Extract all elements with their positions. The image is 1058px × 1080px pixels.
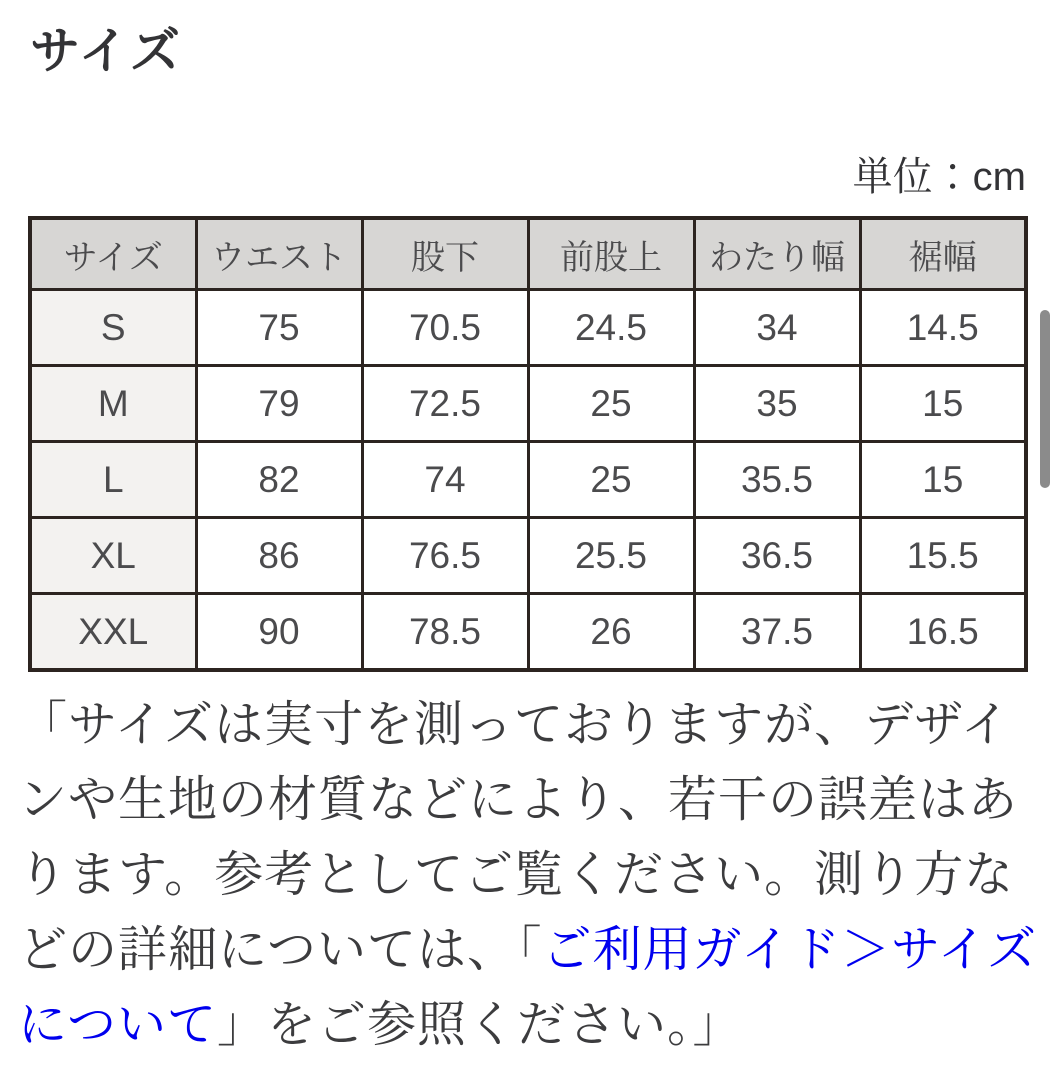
- column-header-size: サイズ: [30, 218, 196, 290]
- cell-value: 70.5: [362, 290, 528, 366]
- table-row-xxl: [30, 594, 1026, 671]
- cell-value: 37.5: [694, 594, 860, 671]
- column-header-front-rise: 前股上: [528, 218, 694, 290]
- table-row-l: [30, 442, 1026, 518]
- cell-value: 34: [694, 290, 860, 366]
- cell-value: 35.5: [694, 442, 860, 518]
- size-note: [0, 688, 1058, 1063]
- cell-value: 15: [860, 442, 1026, 518]
- cell-value: 82: [196, 442, 362, 518]
- cell-value: 15.5: [860, 518, 1026, 594]
- cell-value: 25: [528, 442, 694, 518]
- cell-value: 15: [860, 366, 1026, 442]
- column-header-waist: ウエスト: [196, 218, 362, 290]
- cell-value: 72.5: [362, 366, 528, 442]
- cell-value: 26: [528, 594, 694, 671]
- size-table-header-row: [30, 218, 1026, 290]
- cell-value: 90: [196, 594, 362, 671]
- cell-value: 25.5: [528, 518, 694, 594]
- cell-value: 24.5: [528, 290, 694, 366]
- size-table: [28, 216, 1028, 672]
- size-label: L: [30, 442, 196, 518]
- size-note-text-before: 「サイズは実寸を測っておりますが、デザインや生地の材質などにより、若干の誤差はあります。参考としてご覧ください。測り方などの詳細については、「: [18, 698, 1019, 977]
- size-label: S: [30, 290, 196, 366]
- size-label: XL: [30, 518, 196, 594]
- table-row-xl: [30, 518, 1026, 594]
- unit-label: 単位：cm: [852, 155, 1026, 199]
- cell-value: 86: [196, 518, 362, 594]
- cell-value: 35: [694, 366, 860, 442]
- cell-value: 25: [528, 366, 694, 442]
- table-row-s: [30, 290, 1026, 366]
- cell-value: 78.5: [362, 594, 528, 671]
- page-title: サイズ: [30, 23, 182, 79]
- scrollbar-thumb[interactable]: [1040, 310, 1050, 488]
- usage-guide-link[interactable]: ご利用ガイド＞サイズについて: [18, 923, 1038, 1052]
- cell-value: 74: [362, 442, 528, 518]
- column-header-inseam: 股下: [362, 218, 528, 290]
- column-header-hem-width: 裾幅: [860, 218, 1026, 290]
- cell-value: 76.5: [362, 518, 528, 594]
- cell-value: 14.5: [860, 290, 1026, 366]
- cell-value: 75: [196, 290, 362, 366]
- table-row-m: [30, 366, 1026, 442]
- column-header-thigh-width: わたり幅: [694, 218, 860, 290]
- size-label: M: [30, 366, 196, 442]
- cell-value: 36.5: [694, 518, 860, 594]
- cell-value: 16.5: [860, 594, 1026, 671]
- size-label: XXL: [30, 594, 196, 671]
- size-note-text-after: 」をご参照ください。」: [217, 998, 743, 1052]
- cell-value: 79: [196, 366, 362, 442]
